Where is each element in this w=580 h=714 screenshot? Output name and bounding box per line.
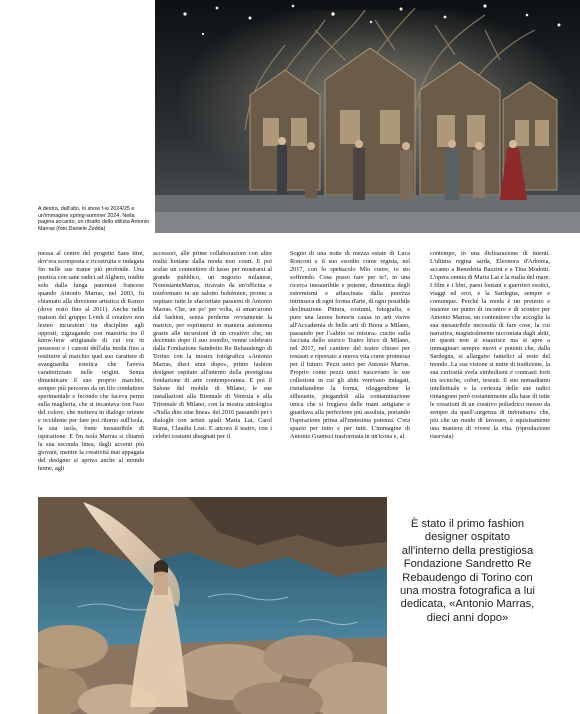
pull-quote: È stato il primo fashion designer ospitato all'interno della prestigiosa Fondazione Sandretto Re Rebaudengo di Torino con una mostra fotografica a lui dedicata, «Antonio Marras, dieci anni dopo» bbox=[400, 518, 535, 624]
runway-photo bbox=[155, 0, 580, 233]
body-column-2: accessori, alle prime collaborazioni con altre realtà lontane dalla moda tout court. E poi scelse un contenitore di lusso per mostrarsi al grande pubblico, un negozio milanese, NonostanteMarras, ricavato da un'officina e trasformato in un salotto bohémien, pronto a ospitare tutte le sfaccettate passioni di Antonio Marras. Che, un po' per volta, si smarcarono dal fashion, senza perderne ovviamente la matrice, per esprimersi in maniera autonoma grazie alle incursioni di un creativo che, un decennio dopo il suo esordio, venne celebrato dalla Fondazione Sandretto Re Rebaudengo di Torino con la mostra fotografica «Antonio Marras, dieci anni dopo», primo fashion designer ospitato all'interno della prestigiosa fondazione di arte contemporanea. E poi il Salone del mobile di Milano, le sue installazioni alla Biennale di Venezia e alla Triennale di Milano, con la mostra antologica «Nulla dies sine linea» del 2016 passando per i dialoghi con artisti quali Maria Lai, Carol Rama, Claudia Losi. E ancora il teatro, con i celebri costumi disegnati per il bbox=[153, 250, 272, 440]
photo-caption: A destra, dall'alto, lo show f-w 2024/25 e un'immagine spring-summer 2024. Nella pagina accanto, un ritratto dello stilista Antonio Marras (foto Daniele Zedda) bbox=[38, 206, 150, 232]
seaside-photo bbox=[38, 497, 387, 714]
body-column-1: messa al centro del progetto Sans titre, dov'era scomposta e ricostruita e indagata fin nelle sue trame più profonde. Una poetica con sane radici ad Alghero, tradite solo dalla lunga parentesi francese quando Antonio Marras, nel 2003, fu chiamato alla direzione artistica di Kenzo (dove restò fino al 2011). Anche nella maison del gruppo Lvmh il creativo non lesinò incursioni tra discipline agli opposti, zigzagando con maestria tra il know-how artigianale di cui era in possesso e i canoni dell'alta moda fino a restituire al marchio quel suo carattere di avanguardia estetica che l'aveva caratterizzato nelle origini. Senza dimenticare il suo proprio marchio, sempre più percorso da un filo conduttore sperimentale e fecondo che faceva perno sulla maglieria, che si incantava con l'uso del colore, che metteva in dialogo oriente e occidente per fare poi ritorno sull'isola, la sua isola, fonte inesauribile di ispirazione. E l'm isola Marras si chiamò la sua seconda linea, dagli accenti più giovani, mentre la creatività mai appagata del designer si apriva anche al mondo home, agli bbox=[38, 250, 144, 472]
body-column-4: contempo, in una dichiarazione di intenti. L'ultima regina sarda, Eleonora d'Arborea, accanto a Benedetta Bazzini e a Tina Modotti. L'opera omnia di Maria Lai e la malìa del mare. I film e i libri, paesi lontani e guerrieri esotici, viaggi ed eroi, e la Sardegna, sempre e comunque. Perché la moda è un pretesto e insieme un punto di incontro e di scontro per Antonio Marras, un contenitore che accoglie la sua inesauribile necessità di fare cose, la cui narrativa, magistralmente raccontata dagli abiti, in questi non si esaurisce ma si apre a immaginari sempre nuovi e potenti che, dalla Sardegna, si allargano famelici al resto del mondo. La sua visione si nutre di tradizione, la sua curiosità svela simbolismi e contrasti forti tra tecniche, colori, tessuti. Il suo nomadismo intellettuale e la certezza delle sue radici rimangono però costantemente alla base di tutte le creazioni di un creativo poliedrico mosso da sempre da quell'«urgenza di imbrattare» che, più che un modo di lavorare, è squisitamente una maniera di vivere la vita. (riproduzione riservata) bbox=[430, 250, 550, 440]
body-column-3: Sogno di una notte di mezza estate di Luca Ronconi e il suo esordio come regista, nel 2017, con lo spettacolo Mio cuore, io sto soffrendo. Cosa posso fare per te?, in una ricerca inesauribile e potente, dimentica degli estremismi e affascinata dalla purezza intrinseca di ogni forma d'arte, di ogni possibile declinazione. Pittura, costumi, fotografia, e pure una laurea honoris causa in arti visive all'Accademia di belle arti di Brera a Milano, passando per l'«abito su misura» cucito sulla facciata dello storico Teatro lirico di Milano, nel 2017, nel cantiere del teatro chiuso per restauri e riportato a nuova vita come promessa per il futuro. Pezzi unici per Antonio Marras. Proprio come pezzi unici nascevano le sue collezioni in cui gli abiti venivano indagati, ristudiandone la forma, rileggendone la silhouette, piegandoli alla contaminazione unica che si fregiava delle mani artigiane e guardava alla perfezione più assoluta, portando l'ispirazione prima all'ennesima potenza. C'era spazio per tutto e per tutti. L'immagine di Antonio Gramsci trasformata in un'icona e, al bbox=[290, 250, 410, 440]
